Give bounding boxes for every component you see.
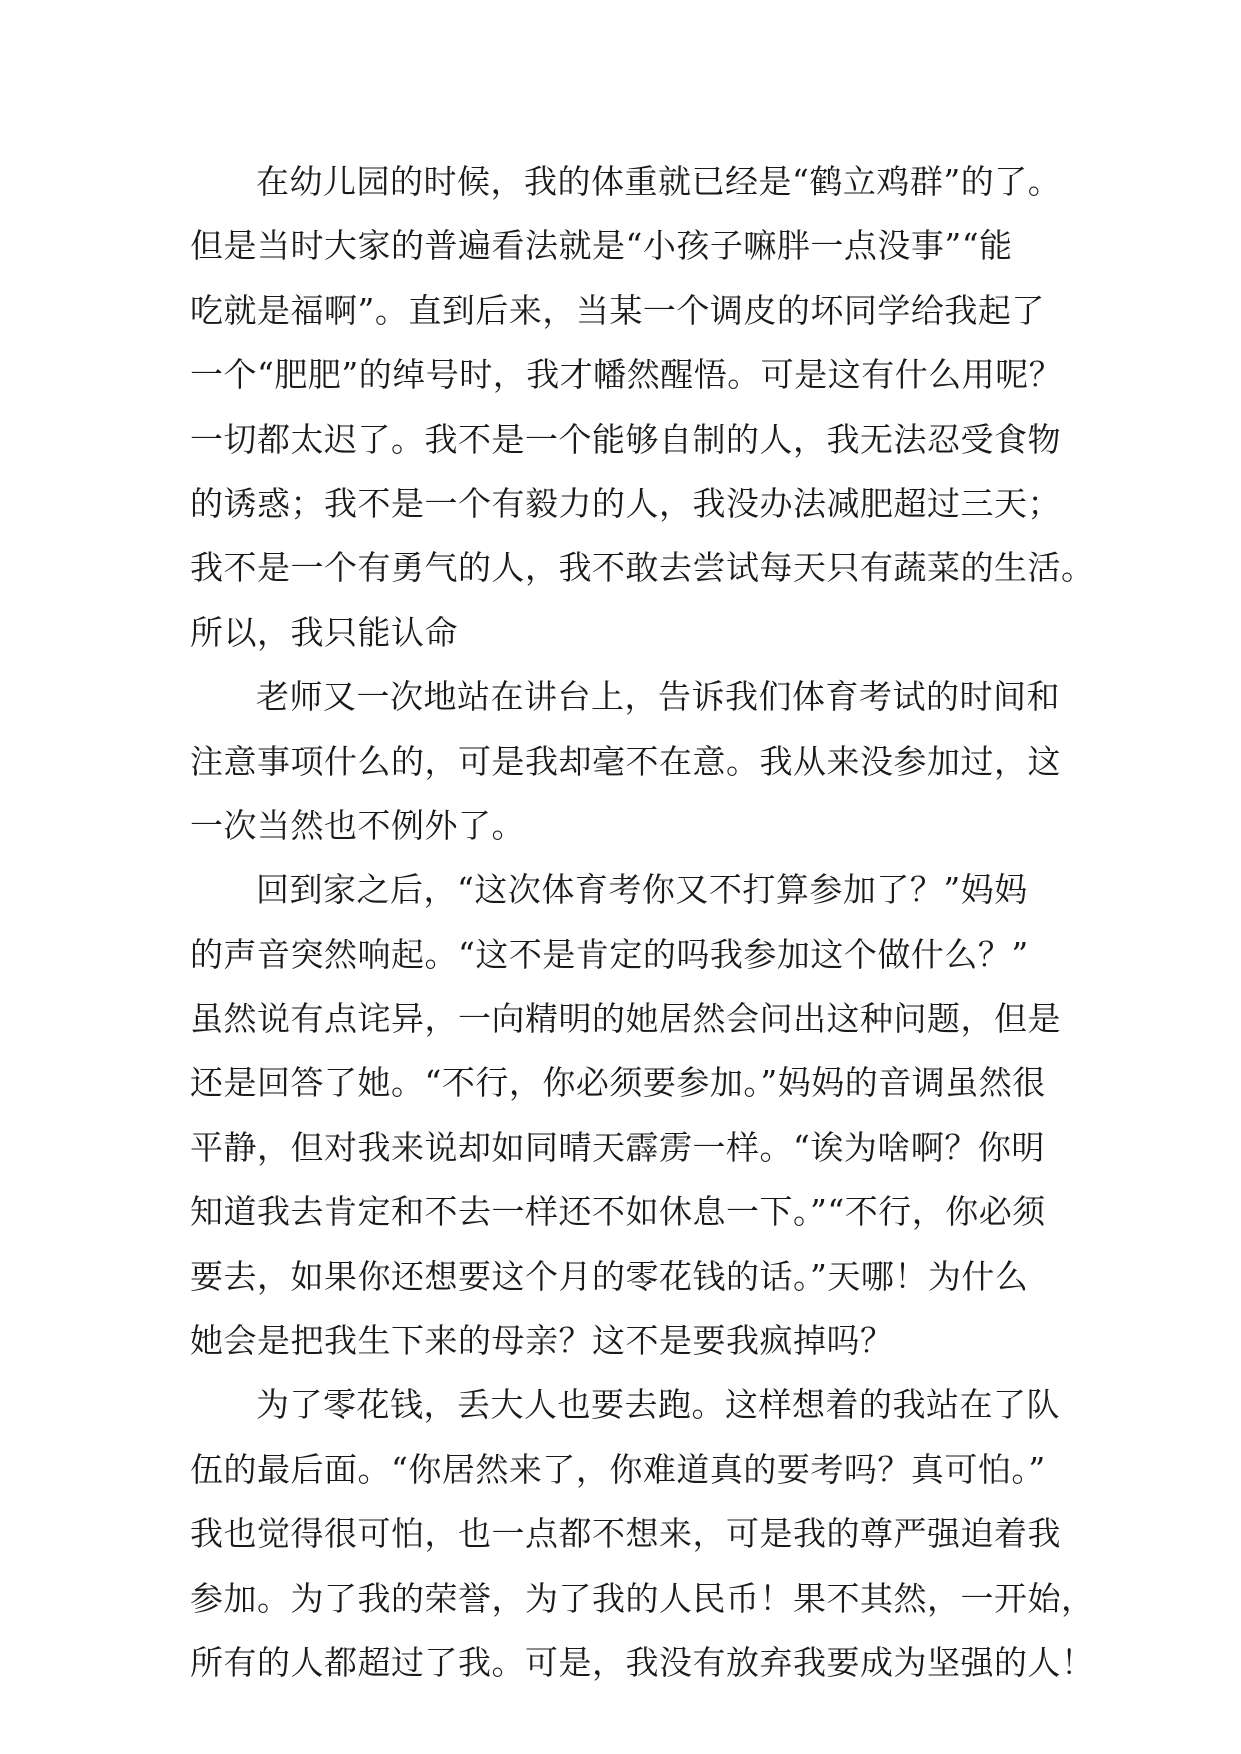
text-line: 一切都太迟了。我不是一个能够自制的人，我无法忍受食物 (190, 419, 1061, 459)
paragraph-1 (190, 150, 1095, 665)
text-line: 的诱惑；我不是一个有毅力的人，我没办法减肥超过三天； (190, 483, 1061, 523)
paragraph-2 (190, 665, 1060, 858)
text-line: 我也觉得很可怕，也一点都不想来，可是我的尊严强迫着我 (190, 1514, 1061, 1554)
text-line: 吃就是福啊”。直到后来，当某一个调皮的坏同学给我起了 (190, 290, 1045, 330)
text-line: 老师又一次地站在讲台上，告诉我们体育考试的时间和 (256, 677, 1060, 717)
text-line: 为了零花钱，丢大人也要去跑。这样想着的我站在了队 (256, 1385, 1060, 1425)
text-line: 所有的人都超过了我。可是，我没有放弃我要成为坚强的人！ (190, 1642, 1095, 1682)
text-line: 参加。为了我的荣誉，为了我的人民币！果不其然，一开始， (190, 1578, 1095, 1618)
body-text (190, 150, 1095, 1695)
paragraph-3 (190, 858, 1060, 1373)
text-line: 平静，但对我来说却如同晴天霹雳一样。“诶为啥啊？你明 (190, 1127, 1045, 1167)
paragraph-4 (190, 1373, 1095, 1695)
text-line: 虽然说有点诧异，一向精明的她居然会问出这种问题，但是 (190, 999, 1061, 1039)
text-line: 注意事项什么的，可是我却毫不在意。我从来没参加过，这 (190, 741, 1061, 781)
text-line: 一次当然也不例外了。 (190, 805, 525, 845)
text-line: 伍的最后面。“你居然来了，你难道真的要考吗？真可怕。” (190, 1449, 1046, 1489)
text-line: 所以，我只能认命 (190, 612, 458, 652)
text-line: 要去，如果你还想要这个月的零花钱的话。”天哪！为什么 (190, 1256, 1029, 1296)
text-line: 还是回答了她。“不行，你必须要参加。”妈妈的音调虽然很 (190, 1063, 1046, 1103)
text-line: 我不是一个有勇气的人，我不敢去尝试每天只有蔬菜的生活。 (190, 548, 1095, 588)
text-line: 的声音突然响起。“这不是肯定的吗我参加这个做什么？” (190, 934, 1029, 974)
text-line: 但是当时大家的普遍看法就是“小孩子嘛胖一点没事”“能 (190, 226, 1013, 266)
text-line: 回到家之后，“这次体育考你又不打算参加了？”妈妈 (256, 870, 1028, 910)
text-line: 在幼儿园的时候，我的体重就已经是“鹤立鸡群”的了。 (256, 162, 1062, 201)
text-line: 她会是把我生下来的母亲？这不是要我疯掉吗？ (190, 1321, 894, 1361)
text-line: 知道我去肯定和不去一样还不如休息一下。”“不行，你必须 (190, 1192, 1046, 1232)
text-line: 一个“肥肥”的绰号时，我才幡然醒悟。可是这有什么用呢？ (190, 355, 1063, 395)
